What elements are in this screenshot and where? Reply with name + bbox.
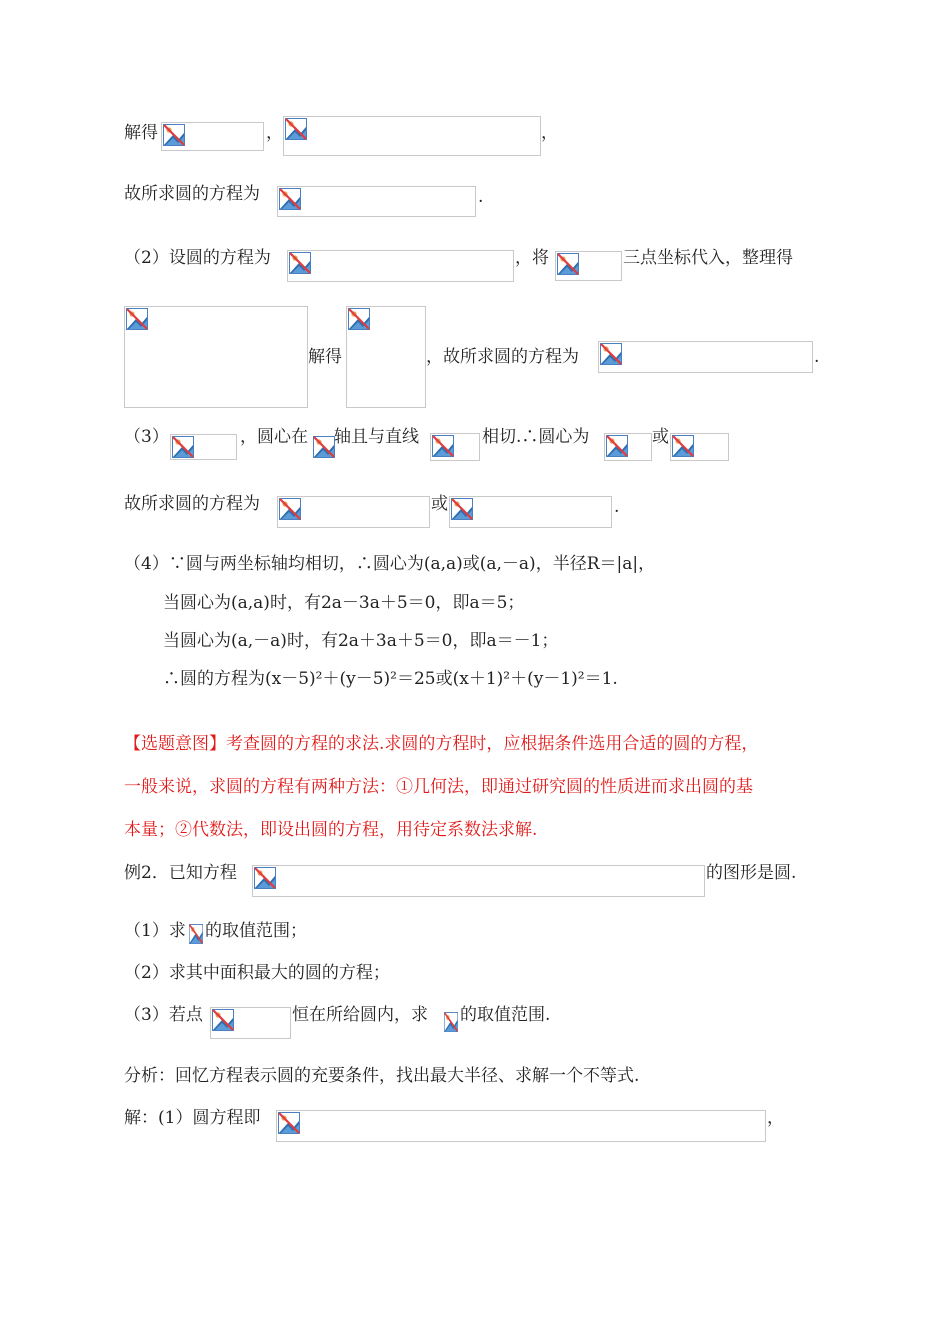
formula-image: [555, 251, 622, 281]
broken-image-icon: [451, 498, 473, 520]
question-3: （3）若点: [124, 1005, 203, 1025]
formula-image: [604, 433, 652, 461]
text-or: 或: [431, 494, 448, 514]
text-conclusion: ∴圆的方程为(x－5)²＋(y－5)²＝25或(x＋1)²＋(y－1)²＝1.: [163, 669, 618, 689]
formula-image: [598, 341, 813, 373]
broken-image-icon: [606, 435, 628, 457]
text-part3: （3）: [124, 427, 169, 447]
formula-image: [283, 116, 541, 156]
formula-image: [449, 496, 612, 528]
text-equation-lead: 故所求圆的方程为: [124, 184, 260, 204]
formula-image-small: [444, 1012, 458, 1032]
question-1-range: 的取值范围；: [205, 921, 307, 941]
broken-image-icon: [557, 253, 579, 275]
formula-image: [430, 433, 480, 461]
period: .: [814, 347, 820, 367]
intent-line-3: 本量；②代数法，即设出圆的方程，用待定系数法求解.: [124, 820, 538, 840]
formula-image: [161, 122, 264, 151]
text-case1: 当圆心为(a,a)时，有2a－3a＋5＝0，即a＝5；: [163, 593, 525, 613]
formula-image: [170, 434, 237, 460]
text-axis-line: 轴且与直线: [334, 427, 419, 447]
broken-image-icon: [313, 436, 335, 458]
question-3-range: 的取值范围.: [460, 1005, 551, 1025]
text-equation-lead: ，故所求圆的方程为: [426, 347, 579, 367]
broken-image-icon: [600, 343, 622, 365]
text-center-on: ，圆心在: [240, 427, 308, 447]
text-three-points: 三点坐标代入，整理得: [623, 248, 793, 268]
broken-image-icon: [163, 124, 185, 146]
intent-line-2: 一般来说，求圆的方程有两种方法：①几何法，即通过研究圆的性质进而求出圆的基: [124, 777, 753, 797]
question-3-inside: 恒在所给圆内，求: [292, 1005, 428, 1025]
formula-image-small: [189, 924, 203, 944]
period: .: [614, 497, 620, 517]
broken-image-icon: [348, 308, 370, 330]
formula-image: [287, 250, 514, 282]
broken-image-icon: [278, 1112, 300, 1134]
text-solved: 解得: [124, 123, 158, 143]
text-solved: 解得: [308, 347, 342, 367]
formula-image: [670, 433, 729, 461]
formula-image: [276, 1110, 766, 1142]
broken-image-icon: [285, 118, 307, 140]
broken-image-icon: [279, 498, 301, 520]
formula-image-small: [313, 436, 335, 458]
text-tangent-center: 相切.∴圆心为: [482, 427, 590, 447]
formula-image: [210, 1007, 291, 1039]
comma: ，: [266, 123, 283, 143]
question-2: （2）求其中面积最大的圆的方程；: [124, 963, 390, 983]
question-1: （1）求: [124, 921, 186, 941]
comma: ，: [767, 1108, 784, 1128]
text-part2: （2）设圆的方程为: [124, 248, 271, 268]
broken-image-icon: [432, 435, 454, 457]
broken-image-icon: [126, 308, 148, 330]
text-is-circle: 的图形是圆.: [706, 863, 797, 883]
broken-image-icon: [254, 867, 276, 889]
formula-image: [252, 865, 705, 897]
solution-1: 解：(1）圆方程即: [124, 1108, 261, 1128]
formula-image: [277, 496, 430, 528]
text-part4: （4）∵圆与两坐标轴均相切，∴圆心为(a,a)或(a,－a)，半径R＝|a|，: [124, 554, 656, 574]
analysis: 分析：回忆方程表示圆的充要条件，找出最大半径、求解一个不等式.: [124, 1066, 640, 1086]
formula-image-system: [124, 306, 308, 408]
broken-image-icon: [289, 252, 311, 274]
period: .: [478, 187, 484, 207]
comma: ，: [541, 123, 558, 143]
broken-image-icon: [444, 1012, 458, 1032]
intent-line-1: 【选题意图】考查圆的方程的求法.求圆的方程时，应根据条件选用合适的圆的方程，: [124, 734, 759, 754]
text-substitute: ，将: [515, 248, 549, 268]
example-2-heading: 例2．已知方程: [124, 863, 237, 883]
broken-image-icon: [279, 188, 301, 210]
broken-image-icon: [172, 436, 194, 458]
broken-image-icon: [189, 924, 203, 944]
text-case2: 当圆心为(a,－a)时，有2a＋3a＋5＝0，即a＝－1；: [163, 631, 559, 651]
broken-image-icon: [672, 435, 694, 457]
text-or: 或: [652, 427, 669, 447]
text-equation-lead: 故所求圆的方程为: [124, 494, 260, 514]
formula-image-solution: [346, 306, 426, 408]
formula-image: [277, 186, 476, 217]
broken-image-icon: [212, 1009, 234, 1031]
